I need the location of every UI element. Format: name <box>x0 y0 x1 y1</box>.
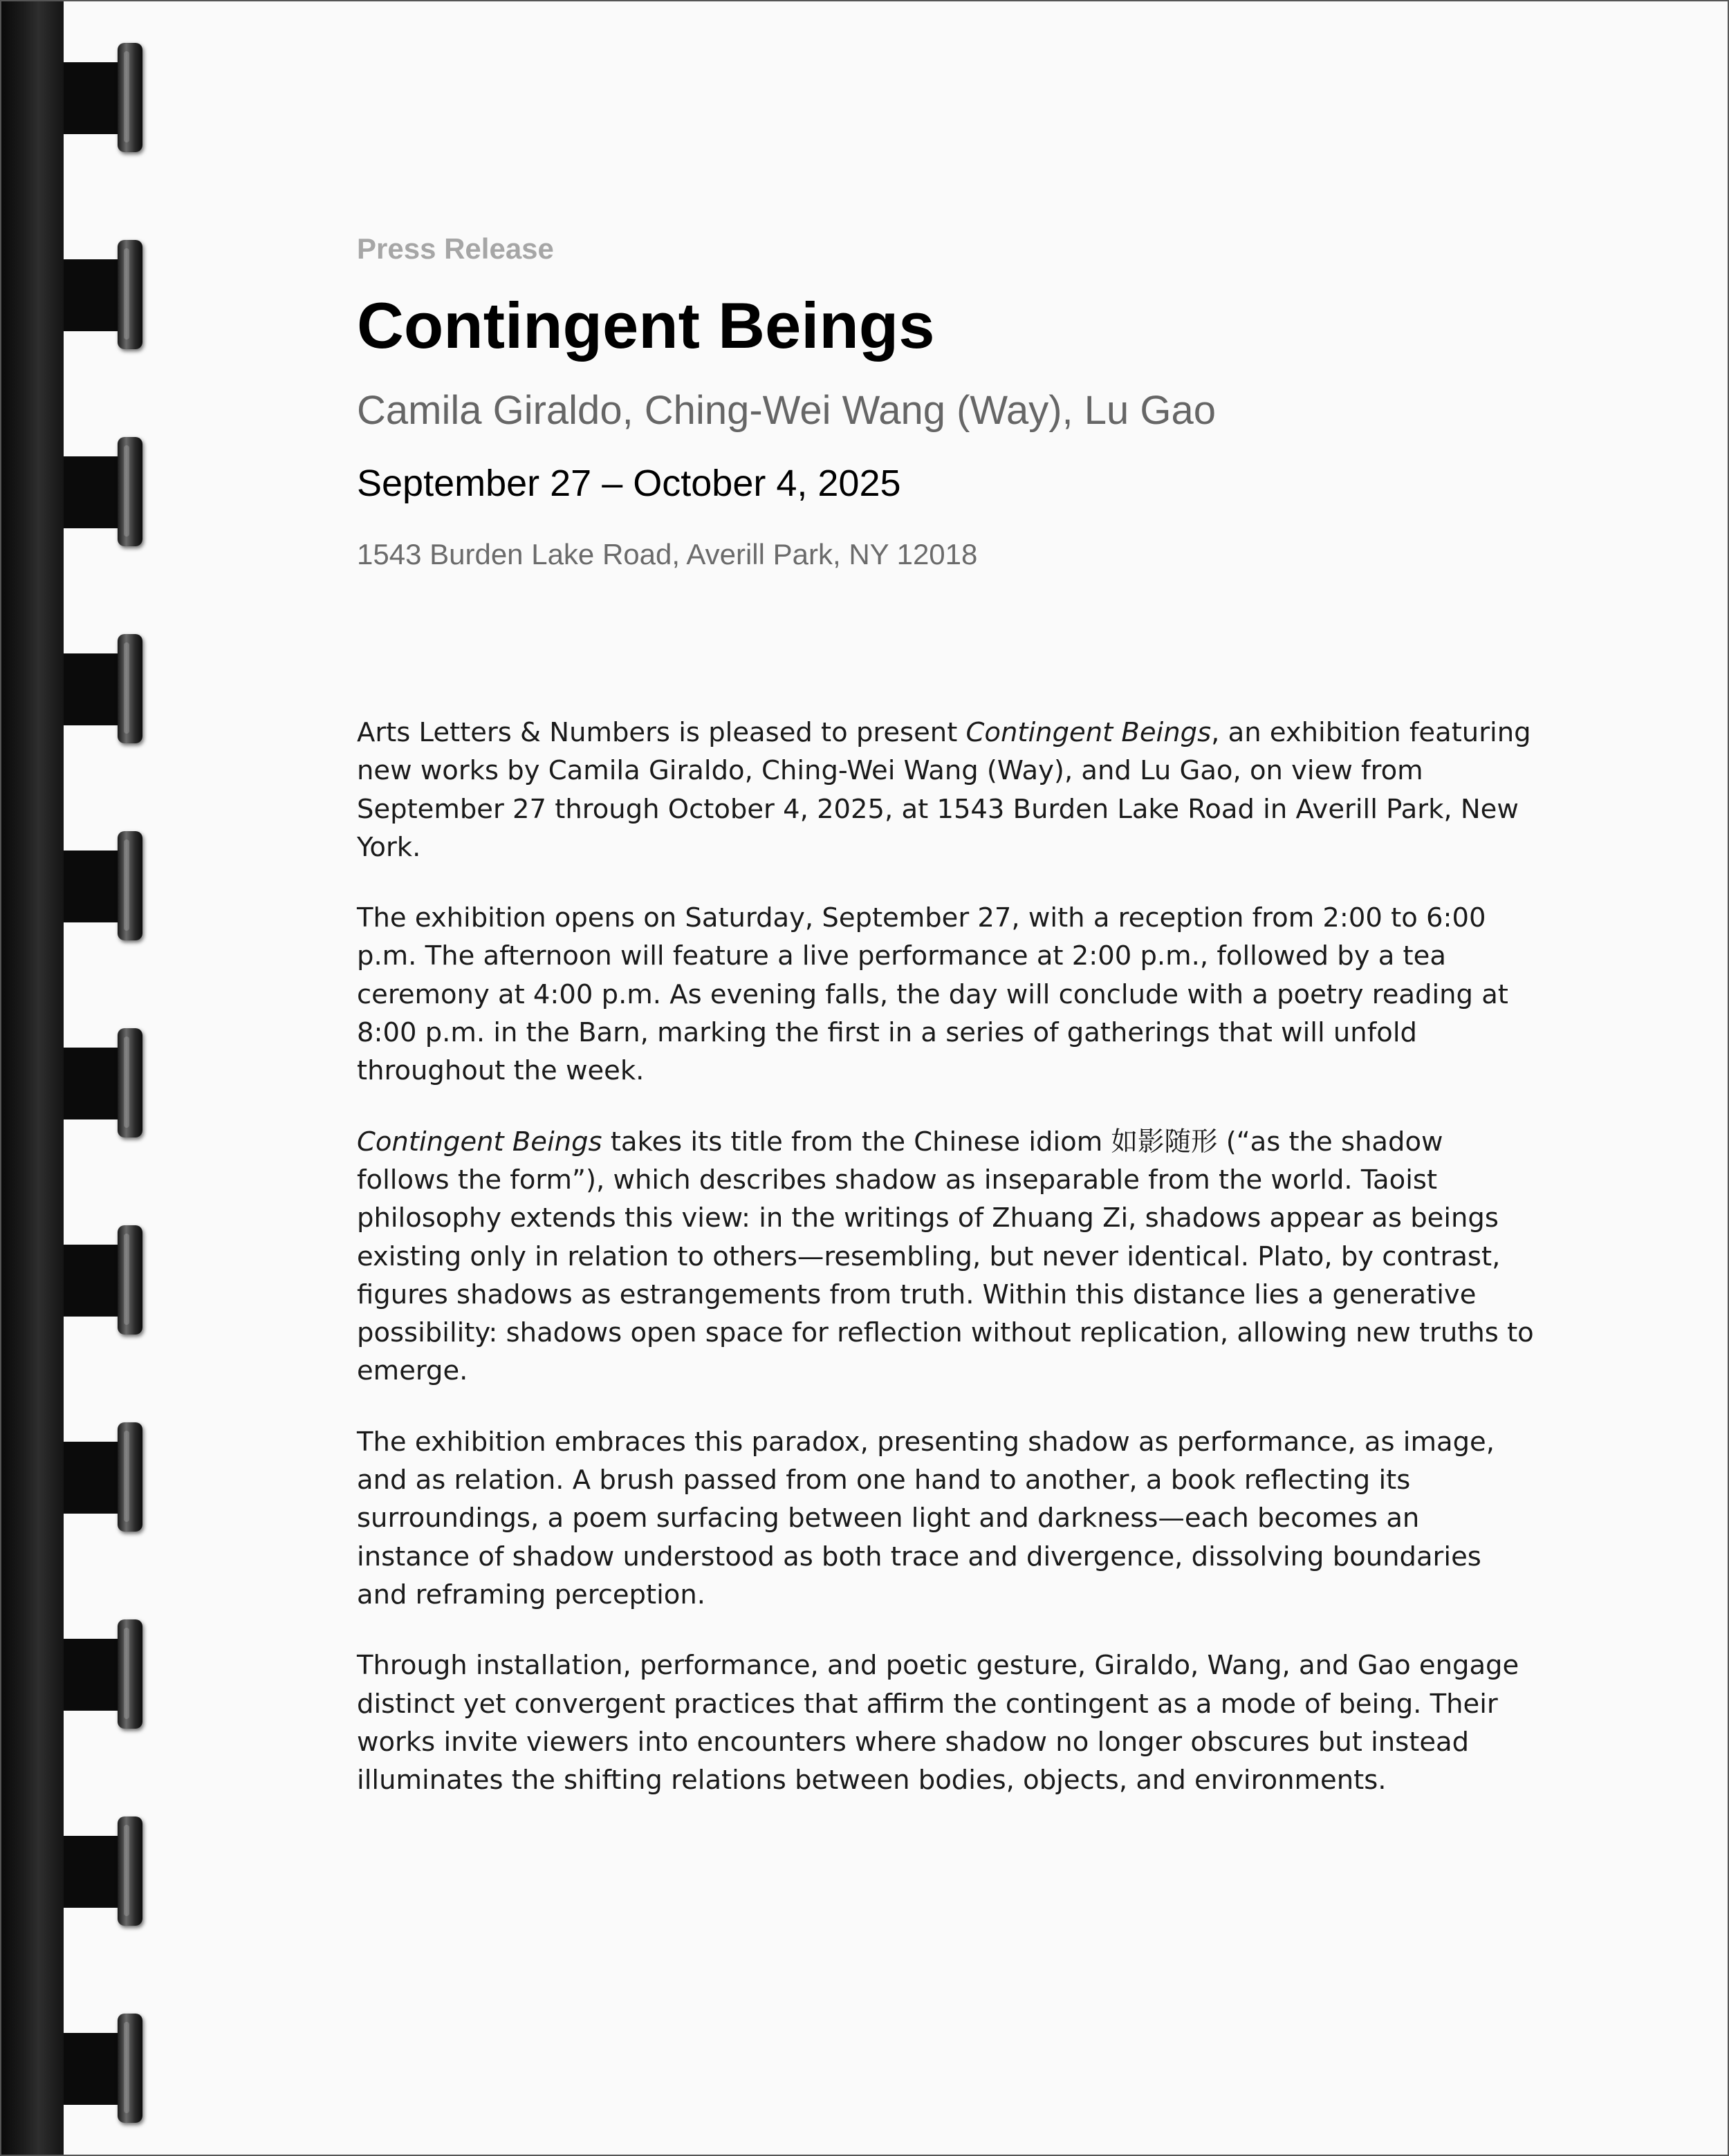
binding-ring <box>64 2014 147 2124</box>
binding-ring <box>64 240 147 351</box>
paragraph-opening: The exhibition opens on Saturday, September 27, with a reception from 2:00 to 6:00 p.m. The afternoon will feature a live performance at 2:00 p.m., followed by a tea ceremony at 4:00 p.m. As evening falls, the day will conclude with a poetry reading at 8:00 p.m. in the Barn, marking the first in a series of gatherings that will unfold throughout the week. <box>357 902 1508 1087</box>
binding-ring <box>64 437 147 548</box>
exhibition-title-inline: Contingent Beings <box>965 717 1212 748</box>
binding-spine <box>1 1 64 2156</box>
paragraph-title-origin-rest: takes its title from the Chinese idiom 如影随形 (“as the shadow follows the form”), which describes shadow as inseparable from the world. Taoist philosophy extends this view: in the writings of Zhuang Zi, shadows appear as beings existing only in relation to others—resembling, but never identical. Plato, by contrast, figures shadows as estrangements from truth. Within this distance lies a generative possibility: shadows open space for reflection without replication, allowing new truths to emerge. <box>357 1126 1534 1387</box>
binding-ring <box>64 1422 147 1533</box>
paragraph-intro-rest: , an exhibition featuring new works by Camila Giraldo, Ching-Wei Wang (Way), and Lu Gao, on view from September 27 through October 4, 2025, at 1543 Burden Lake Road in Averill Park, New York. <box>357 717 1531 863</box>
paragraph-intro <box>357 714 1540 866</box>
binding-ring <box>64 831 147 942</box>
exhibition-title: Contingent Beings <box>357 289 935 362</box>
paragraph-intro-lead: Arts Letters & Numbers is pleased to present <box>357 717 966 748</box>
binding-ring <box>64 1816 147 1927</box>
paragraph-practices: Through installation, performance, and poetic gesture, Giraldo, Wang, and Gao engage distinct yet convergent practices that affirm the contingent as a mode of being. Their works invite viewers into encounters where shadow no longer obscures but instead illuminates the shifting relations between bodies, objects, and environments. <box>357 1650 1519 1796</box>
exhibition-dates: September 27 – October 4, 2025 <box>357 463 901 504</box>
press-release-content <box>357 230 1540 1832</box>
binding-ring <box>64 43 147 154</box>
press-release-label: Press Release <box>357 232 554 265</box>
exhibition-address: 1543 Burden Lake Road, Averill Park, NY 12018 <box>357 538 978 570</box>
exhibition-title-inline: Contingent Beings <box>357 1126 602 1158</box>
binding-ring <box>64 1619 147 1730</box>
press-release-body <box>357 714 1540 1799</box>
binding-ring <box>64 1225 147 1336</box>
artist-names: Camila Giraldo, Ching-Wei Wang (Way), Lu Gao <box>357 388 1217 433</box>
binding-ring <box>64 634 147 745</box>
paragraph-title-origin <box>357 1123 1540 1391</box>
binding-ring <box>64 1028 147 1139</box>
paragraph-paradox: The exhibition embraces this paradox, presenting shadow as performance, as image, and as relation. A brush passed from one hand to another, a book reflecting its surroundings, a poem surfacing between light and darkness—each becomes an instance of shadow understood as both trace and divergence, dissolving boundaries and reframing perception. <box>357 1426 1495 1610</box>
